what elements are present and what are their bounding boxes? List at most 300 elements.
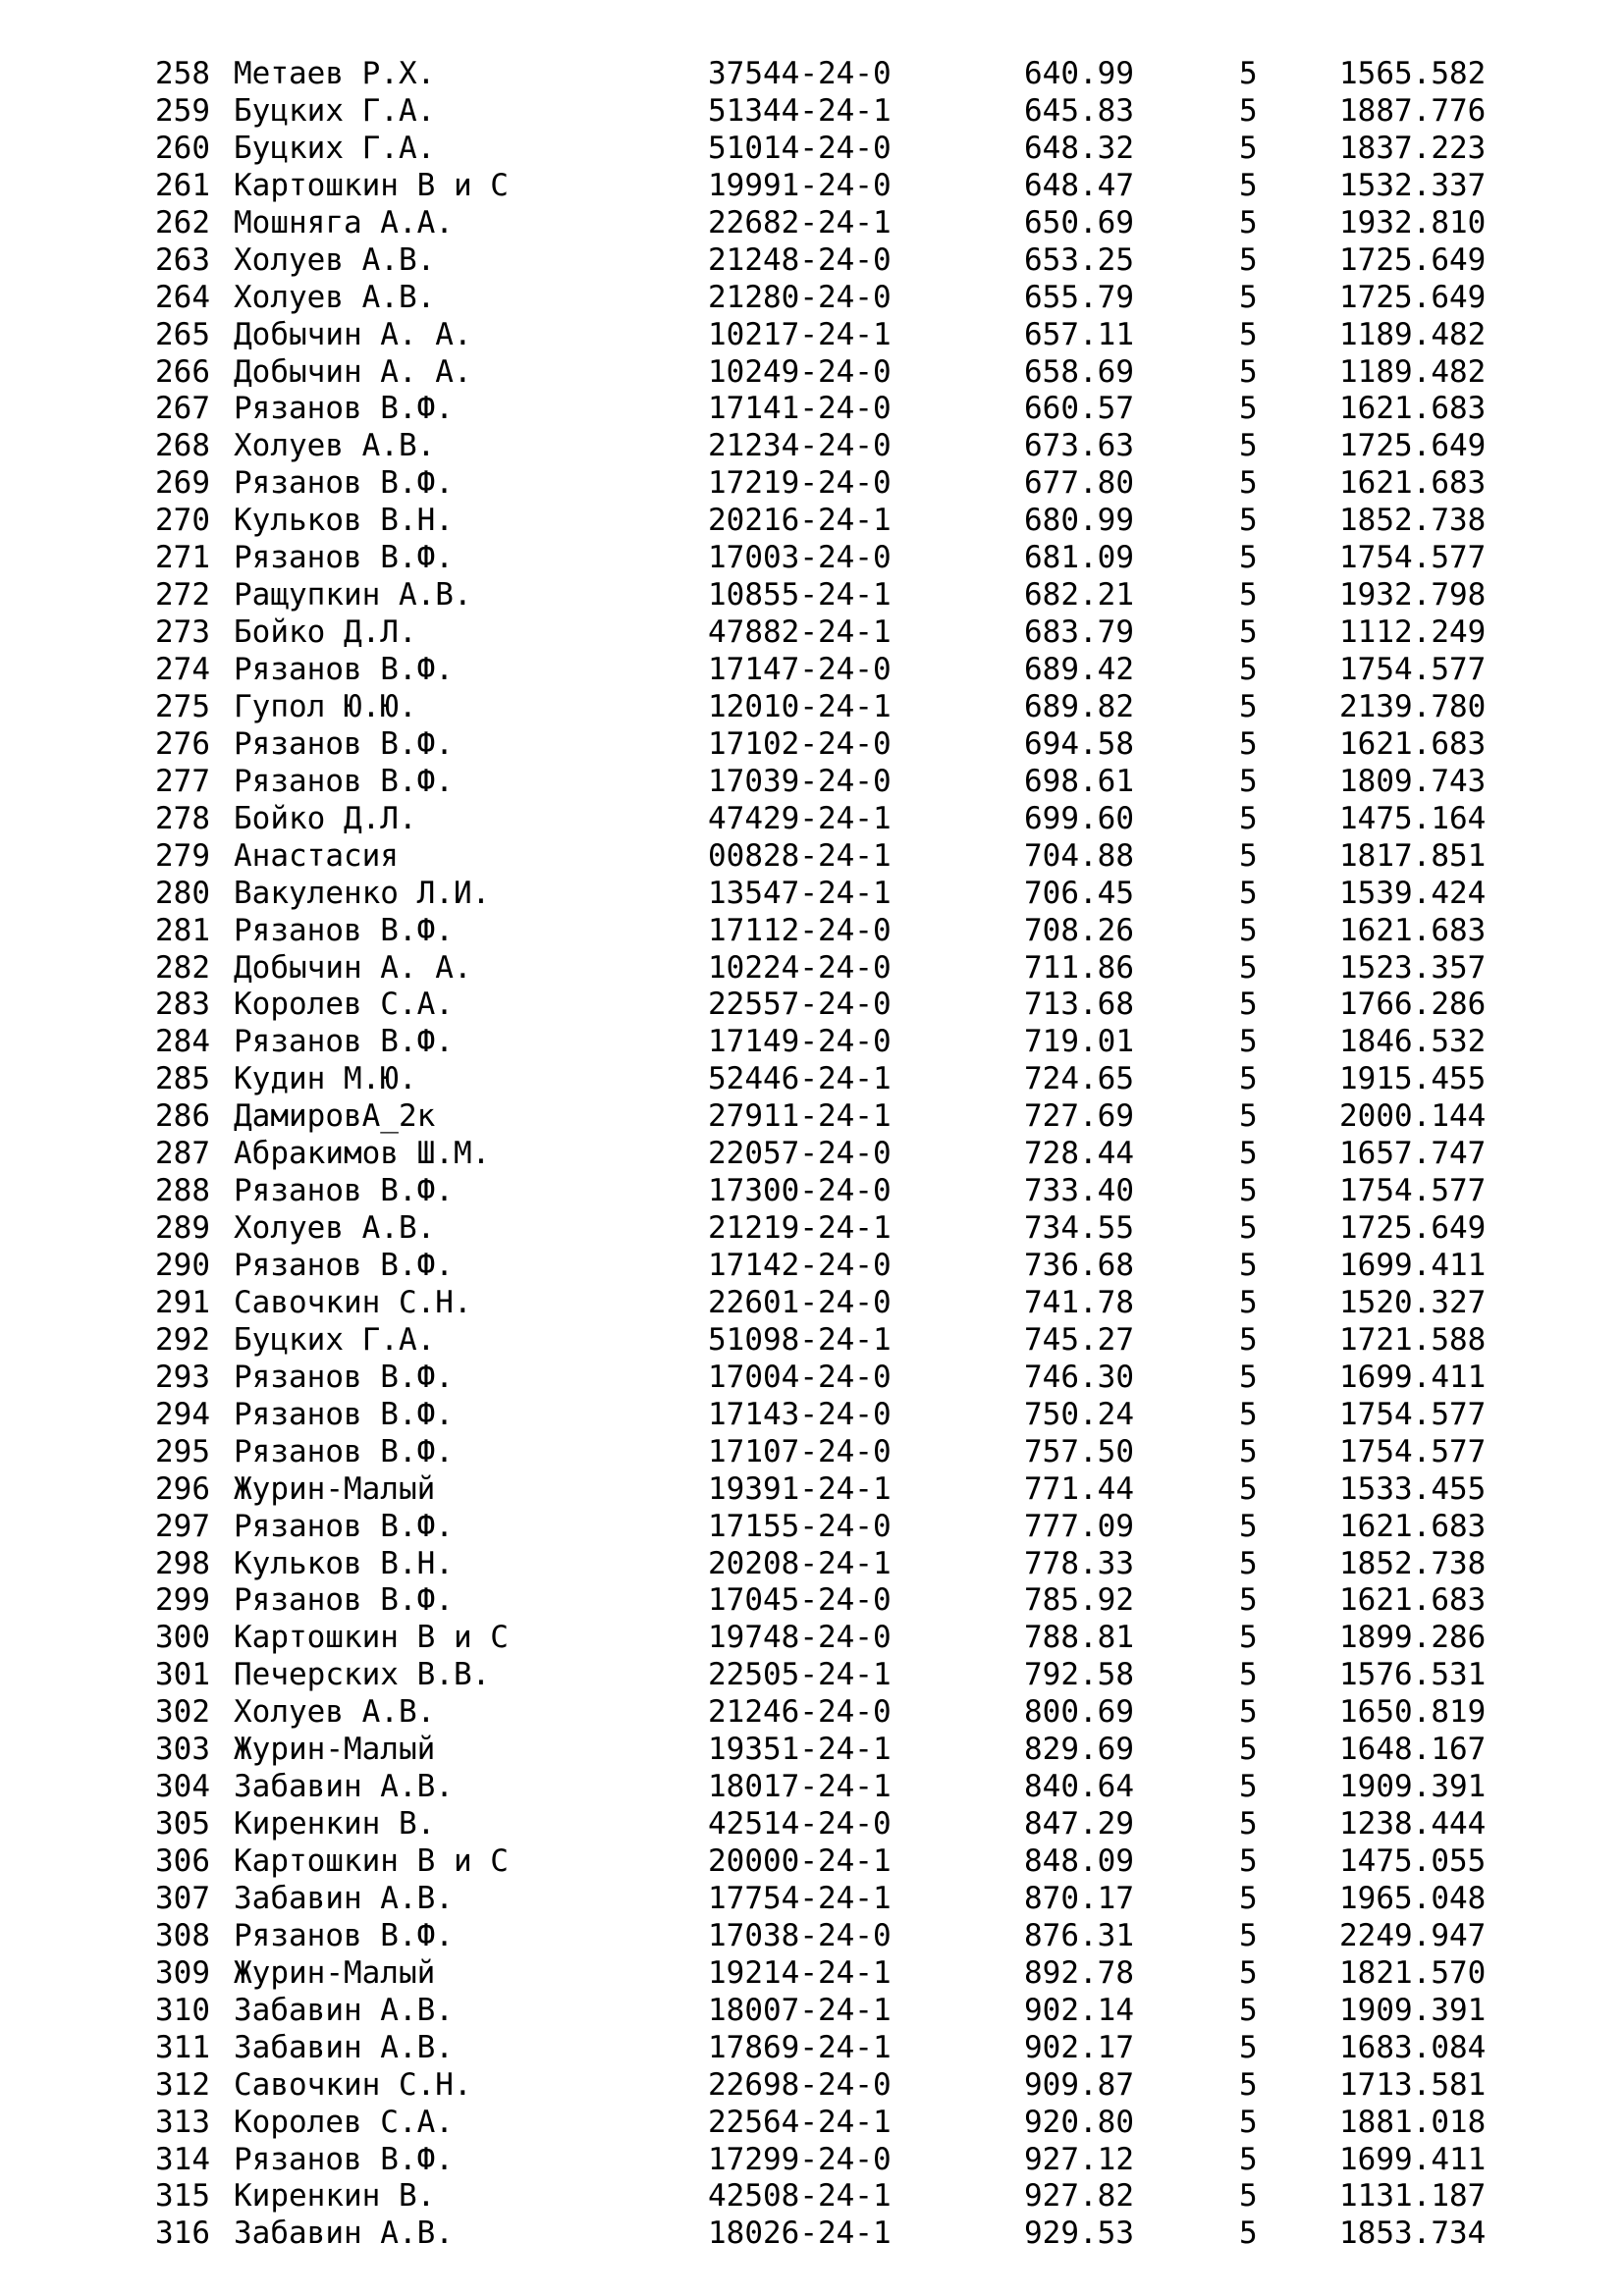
result-value: 650.69 <box>1024 204 1134 240</box>
total-value: 1725.649 <box>1339 279 1487 315</box>
row-number: 310 <box>155 1992 210 2028</box>
record-code: 21280-24-0 <box>708 279 892 315</box>
total-value: 1475.164 <box>1339 800 1487 836</box>
result-value: 640.99 <box>1024 56 1134 91</box>
table-row <box>0 1769 1624 1806</box>
total-value: 1475.055 <box>1339 1843 1487 1879</box>
participant-name: Метаев Р.Х. <box>234 56 436 91</box>
row-number: 273 <box>155 614 210 651</box>
table-row <box>0 1657 1624 1694</box>
participant-name: Рязанов В.Ф. <box>234 912 454 948</box>
row-number: 277 <box>155 763 210 799</box>
table-row <box>0 1434 1624 1471</box>
result-value: 927.12 <box>1024 2141 1134 2177</box>
participant-name: Королев С.А. <box>234 987 454 1023</box>
class-value: 5 <box>1239 1620 1258 1656</box>
result-value: 728.44 <box>1024 1136 1134 1172</box>
class-value: 5 <box>1239 1732 1258 1768</box>
participant-name: Холуев А.В. <box>234 241 436 278</box>
table-row <box>0 2216 1624 2253</box>
row-number: 298 <box>155 1545 210 1581</box>
record-code: 27911-24-1 <box>708 1098 892 1135</box>
record-code: 10224-24-0 <box>708 949 892 986</box>
record-code: 17219-24-0 <box>708 465 892 502</box>
total-value: 1621.683 <box>1339 465 1487 502</box>
participant-name: Рязанов В.Ф. <box>234 540 454 576</box>
result-value: 658.69 <box>1024 353 1134 390</box>
total-value: 1189.482 <box>1339 316 1487 352</box>
result-value: 929.53 <box>1024 2216 1134 2252</box>
total-value: 1754.577 <box>1339 652 1487 687</box>
row-number: 272 <box>155 577 210 614</box>
participant-name: Гупол Ю.Ю. <box>234 688 417 724</box>
record-code: 20216-24-1 <box>708 503 892 539</box>
total-value: 1131.187 <box>1339 2178 1487 2215</box>
total-value: 1621.683 <box>1339 725 1487 762</box>
row-number: 280 <box>155 875 210 911</box>
class-value: 5 <box>1239 428 1258 464</box>
class-value: 5 <box>1239 1806 1258 1842</box>
row-number: 266 <box>155 353 210 390</box>
record-code: 21248-24-0 <box>708 241 892 278</box>
table-row <box>0 801 1624 838</box>
table-row <box>0 1918 1624 1955</box>
total-value: 1852.738 <box>1339 1545 1487 1581</box>
table-row <box>0 876 1624 913</box>
record-code: 19351-24-1 <box>708 1732 892 1768</box>
record-code: 20000-24-1 <box>708 1843 892 1879</box>
participant-name: Рязанов В.Ф. <box>234 1582 454 1619</box>
participant-name: Добычин А. А. <box>234 316 472 352</box>
record-code: 00828-24-1 <box>708 837 892 874</box>
class-value: 5 <box>1239 763 1258 799</box>
result-value: 870.17 <box>1024 1880 1134 1916</box>
result-value: 741.78 <box>1024 1284 1134 1320</box>
class-value: 5 <box>1239 353 1258 390</box>
class-value: 5 <box>1239 1359 1258 1395</box>
record-code: 19991-24-0 <box>708 167 892 203</box>
record-code: 42508-24-1 <box>708 2178 892 2215</box>
participant-name: Бойко Д.Л. <box>234 614 417 651</box>
class-value: 5 <box>1239 1173 1258 1209</box>
result-value: 681.09 <box>1024 540 1134 576</box>
row-number: 293 <box>155 1359 210 1395</box>
participant-name: Киренкин В. <box>234 2178 436 2215</box>
class-value: 5 <box>1239 875 1258 911</box>
row-number: 283 <box>155 987 210 1023</box>
total-value: 1532.337 <box>1339 167 1487 203</box>
results-table <box>0 56 1624 2253</box>
class-value: 5 <box>1239 1210 1258 1247</box>
class-value: 5 <box>1239 1136 1258 1172</box>
table-row <box>0 1210 1624 1248</box>
total-value: 1699.411 <box>1339 2141 1487 2177</box>
class-value: 5 <box>1239 540 1258 576</box>
total-value: 1725.649 <box>1339 1210 1487 1247</box>
total-value: 2000.144 <box>1339 1098 1487 1135</box>
table-row <box>0 987 1624 1024</box>
total-value: 1915.455 <box>1339 1061 1487 1097</box>
record-code: 17004-24-0 <box>708 1359 892 1395</box>
participant-name: Буцких Г.А. <box>234 92 436 129</box>
class-value: 5 <box>1239 92 1258 129</box>
class-value: 5 <box>1239 1582 1258 1619</box>
total-value: 1238.444 <box>1339 1806 1487 1842</box>
row-number: 269 <box>155 465 210 502</box>
row-number: 258 <box>155 56 210 91</box>
record-code: 21234-24-0 <box>708 428 892 464</box>
result-value: 682.21 <box>1024 577 1134 614</box>
table-row <box>0 93 1624 131</box>
row-number: 288 <box>155 1173 210 1209</box>
table-row <box>0 56 1624 93</box>
participant-name: Мошняга А.А. <box>234 204 454 240</box>
class-value: 5 <box>1239 204 1258 240</box>
record-code: 17299-24-0 <box>708 2141 892 2177</box>
table-row <box>0 242 1624 280</box>
participant-name: Печерских В.В. <box>234 1657 491 1693</box>
table-row <box>0 1136 1624 1173</box>
class-value: 5 <box>1239 837 1258 874</box>
total-value: 1699.411 <box>1339 1359 1487 1395</box>
result-value: 724.65 <box>1024 1061 1134 1097</box>
result-value: 771.44 <box>1024 1470 1134 1507</box>
total-value: 1621.683 <box>1339 1508 1487 1544</box>
total-value: 1648.167 <box>1339 1732 1487 1768</box>
participant-name: Журин-Малый <box>234 1954 436 1991</box>
table-row <box>0 503 1624 540</box>
row-number: 294 <box>155 1396 210 1432</box>
table-row <box>0 2067 1624 2105</box>
class-value: 5 <box>1239 316 1258 352</box>
table-row <box>0 726 1624 764</box>
table-row <box>0 1881 1624 1918</box>
total-value: 1754.577 <box>1339 1433 1487 1469</box>
class-value: 5 <box>1239 241 1258 278</box>
class-value: 5 <box>1239 725 1258 762</box>
participant-name: Анастасия <box>234 837 399 874</box>
class-value: 5 <box>1239 1769 1258 1805</box>
table-row <box>0 577 1624 614</box>
table-row <box>0 1360 1624 1397</box>
participant-name: Журин-Малый <box>234 1732 436 1768</box>
row-number: 297 <box>155 1508 210 1544</box>
class-value: 5 <box>1239 2029 1258 2065</box>
result-value: 848.09 <box>1024 1843 1134 1879</box>
row-number: 276 <box>155 725 210 762</box>
record-code: 17754-24-1 <box>708 1880 892 1916</box>
record-code: 22505-24-1 <box>708 1657 892 1693</box>
row-number: 303 <box>155 1732 210 1768</box>
table-row <box>0 540 1624 577</box>
participant-name: Рязанов В.Ф. <box>234 1917 454 1953</box>
total-value: 1713.581 <box>1339 2066 1487 2103</box>
result-value: 800.69 <box>1024 1694 1134 1731</box>
participant-name: Забавин А.В. <box>234 1880 454 1916</box>
record-code: 19748-24-0 <box>708 1620 892 1656</box>
table-row <box>0 317 1624 354</box>
row-number: 282 <box>155 949 210 986</box>
row-number: 274 <box>155 652 210 687</box>
class-value: 5 <box>1239 167 1258 203</box>
participant-name: Добычин А. А. <box>234 949 472 986</box>
row-number: 291 <box>155 1284 210 1320</box>
record-code: 17107-24-0 <box>708 1433 892 1469</box>
total-value: 1520.327 <box>1339 1284 1487 1320</box>
result-value: 677.80 <box>1024 465 1134 502</box>
result-value: 927.82 <box>1024 2178 1134 2215</box>
table-row <box>0 689 1624 726</box>
result-value: 645.83 <box>1024 92 1134 129</box>
row-number: 259 <box>155 92 210 129</box>
participant-name: Савочкин С.Н. <box>234 1284 472 1320</box>
record-code: 18007-24-1 <box>708 1992 892 2028</box>
result-value: 788.81 <box>1024 1620 1134 1656</box>
table-row <box>0 1471 1624 1509</box>
row-number: 289 <box>155 1210 210 1247</box>
record-code: 51014-24-0 <box>708 130 892 166</box>
record-code: 13547-24-1 <box>708 875 892 911</box>
table-row <box>0 465 1624 503</box>
total-value: 1621.683 <box>1339 912 1487 948</box>
table-row <box>0 1843 1624 1881</box>
participant-name: Бойко Д.Л. <box>234 800 417 836</box>
total-value: 1932.798 <box>1339 577 1487 614</box>
record-code: 52446-24-1 <box>708 1061 892 1097</box>
participant-name: Журин-Малый <box>234 1470 436 1507</box>
total-value: 1683.084 <box>1339 2029 1487 2065</box>
record-code: 22564-24-1 <box>708 2104 892 2140</box>
class-value: 5 <box>1239 1992 1258 2028</box>
table-row <box>0 950 1624 988</box>
result-value: 785.92 <box>1024 1582 1134 1619</box>
row-number: 306 <box>155 1843 210 1879</box>
row-number: 263 <box>155 241 210 278</box>
result-value: 704.88 <box>1024 837 1134 874</box>
row-number: 287 <box>155 1136 210 1172</box>
class-value: 5 <box>1239 949 1258 986</box>
total-value: 1821.570 <box>1339 1954 1487 1991</box>
row-number: 281 <box>155 912 210 948</box>
total-value: 1852.738 <box>1339 503 1487 539</box>
record-code: 17003-24-0 <box>708 540 892 576</box>
table-row <box>0 1993 1624 2030</box>
participant-name: Рязанов В.Ф. <box>234 763 454 799</box>
record-code: 22601-24-0 <box>708 1284 892 1320</box>
class-value: 5 <box>1239 1024 1258 1060</box>
result-value: 892.78 <box>1024 1954 1134 1991</box>
participant-name: Забавин А.В. <box>234 1769 454 1805</box>
class-value: 5 <box>1239 912 1258 948</box>
table-row <box>0 131 1624 168</box>
table-row <box>0 1098 1624 1136</box>
participant-name: Рязанов В.Ф. <box>234 1359 454 1395</box>
table-row <box>0 168 1624 205</box>
record-code: 42514-24-0 <box>708 1806 892 1842</box>
record-code: 17102-24-0 <box>708 725 892 762</box>
total-value: 1112.249 <box>1339 614 1487 651</box>
row-number: 275 <box>155 688 210 724</box>
row-number: 286 <box>155 1098 210 1135</box>
record-code: 17141-24-0 <box>708 391 892 427</box>
table-row <box>0 1248 1624 1285</box>
participant-name: Холуев А.В. <box>234 1694 436 1731</box>
record-code: 51344-24-1 <box>708 92 892 129</box>
record-code: 17300-24-0 <box>708 1173 892 1209</box>
participant-name: Забавин А.В. <box>234 2029 454 2065</box>
participant-name: Забавин А.В. <box>234 2216 454 2252</box>
class-value: 5 <box>1239 56 1258 91</box>
table-row <box>0 354 1624 392</box>
class-value: 5 <box>1239 1470 1258 1507</box>
participant-name: Рязанов В.Ф. <box>234 465 454 502</box>
table-row <box>0 913 1624 950</box>
class-value: 5 <box>1239 1694 1258 1731</box>
row-number: 264 <box>155 279 210 315</box>
participant-name: Рязанов В.Ф. <box>234 1248 454 1283</box>
result-value: 746.30 <box>1024 1359 1134 1395</box>
result-value: 719.01 <box>1024 1024 1134 1060</box>
table-row <box>0 1024 1624 1061</box>
participant-name: Кульков В.Н. <box>234 1545 454 1581</box>
table-row <box>0 1694 1624 1732</box>
row-number: 260 <box>155 130 210 166</box>
total-value: 1725.649 <box>1339 241 1487 278</box>
participant-name: Ращупкин А.В. <box>234 577 472 614</box>
total-value: 1576.531 <box>1339 1657 1487 1693</box>
record-code: 17147-24-0 <box>708 652 892 687</box>
record-code: 22698-24-0 <box>708 2066 892 2103</box>
record-code: 18026-24-1 <box>708 2216 892 2252</box>
row-number: 270 <box>155 503 210 539</box>
record-code: 17038-24-0 <box>708 1917 892 1953</box>
participant-name: Рязанов В.Ф. <box>234 725 454 762</box>
result-value: 733.40 <box>1024 1173 1134 1209</box>
class-value: 5 <box>1239 652 1258 687</box>
total-value: 1699.411 <box>1339 1248 1487 1283</box>
row-number: 301 <box>155 1657 210 1693</box>
participant-name: Картошкин В и С <box>234 1843 509 1879</box>
record-code: 18017-24-1 <box>708 1769 892 1805</box>
total-value: 1932.810 <box>1339 204 1487 240</box>
participant-name: Забавин А.В. <box>234 1992 454 2028</box>
participant-name: Рязанов В.Ф. <box>234 1173 454 1209</box>
total-value: 2249.947 <box>1339 1917 1487 1953</box>
total-value: 1754.577 <box>1339 540 1487 576</box>
table-row <box>0 1620 1624 1657</box>
result-value: 689.42 <box>1024 652 1134 687</box>
total-value: 1837.223 <box>1339 130 1487 166</box>
table-row <box>0 280 1624 317</box>
table-row <box>0 2142 1624 2179</box>
total-value: 1754.577 <box>1339 1396 1487 1432</box>
result-value: 648.32 <box>1024 130 1134 166</box>
table-row <box>0 764 1624 801</box>
table-row <box>0 205 1624 242</box>
record-code: 21246-24-0 <box>708 1694 892 1731</box>
class-value: 5 <box>1239 1880 1258 1916</box>
table-row <box>0 391 1624 428</box>
participant-name: Холуев А.В. <box>234 279 436 315</box>
participant-name: Рязанов В.Ф. <box>234 391 454 427</box>
class-value: 5 <box>1239 614 1258 651</box>
table-row <box>0 1285 1624 1322</box>
participant-name: Киренкин В. <box>234 1806 436 1842</box>
class-value: 5 <box>1239 987 1258 1023</box>
result-value: 699.60 <box>1024 800 1134 836</box>
participant-name: Кульков В.Н. <box>234 503 454 539</box>
total-value: 2139.780 <box>1339 688 1487 724</box>
row-number: 265 <box>155 316 210 352</box>
result-value: 734.55 <box>1024 1210 1134 1247</box>
class-value: 5 <box>1239 1917 1258 1953</box>
total-value: 1650.819 <box>1339 1694 1487 1731</box>
record-code: 22557-24-0 <box>708 987 892 1023</box>
record-code: 19391-24-1 <box>708 1470 892 1507</box>
total-value: 1899.286 <box>1339 1620 1487 1656</box>
result-value: 680.99 <box>1024 503 1134 539</box>
class-value: 5 <box>1239 1508 1258 1544</box>
row-number: 316 <box>155 2216 210 2252</box>
total-value: 1766.286 <box>1339 987 1487 1023</box>
result-value: 698.61 <box>1024 763 1134 799</box>
total-value: 1721.588 <box>1339 1321 1487 1358</box>
record-code: 17045-24-0 <box>708 1582 892 1619</box>
row-number: 308 <box>155 1917 210 1953</box>
table-row <box>0 652 1624 689</box>
row-number: 284 <box>155 1024 210 1060</box>
class-value: 5 <box>1239 2216 1258 2252</box>
total-value: 1853.734 <box>1339 2216 1487 2252</box>
participant-name: Рязанов В.Ф. <box>234 1433 454 1469</box>
result-value: 778.33 <box>1024 1545 1134 1581</box>
result-value: 657.11 <box>1024 316 1134 352</box>
class-value: 5 <box>1239 465 1258 502</box>
table-row <box>0 614 1624 652</box>
total-value: 1621.683 <box>1339 391 1487 427</box>
result-value: 648.47 <box>1024 167 1134 203</box>
record-code: 17869-24-1 <box>708 2029 892 2065</box>
result-value: 736.68 <box>1024 1248 1134 1283</box>
table-row <box>0 838 1624 876</box>
record-code: 17112-24-0 <box>708 912 892 948</box>
table-row <box>0 1061 1624 1098</box>
record-code: 21219-24-1 <box>708 1210 892 1247</box>
participant-name: Рязанов В.Ф. <box>234 1024 454 1060</box>
record-code: 10855-24-1 <box>708 577 892 614</box>
class-value: 5 <box>1239 1396 1258 1432</box>
participant-name: Рязанов В.Ф. <box>234 652 454 687</box>
participant-name: ДамировА_2к <box>234 1098 436 1135</box>
row-number: 314 <box>155 2141 210 2177</box>
participant-name: Холуев А.В. <box>234 1210 436 1247</box>
total-value: 1189.482 <box>1339 353 1487 390</box>
participant-name: Картошкин В и С <box>234 167 509 203</box>
class-value: 5 <box>1239 577 1258 614</box>
total-value: 1909.391 <box>1339 1769 1487 1805</box>
participant-name: Рязанов В.Ф. <box>234 1508 454 1544</box>
class-value: 5 <box>1239 1061 1258 1097</box>
result-value: 876.31 <box>1024 1917 1134 1953</box>
class-value: 5 <box>1239 1954 1258 1991</box>
row-number: 285 <box>155 1061 210 1097</box>
row-number: 295 <box>155 1433 210 1469</box>
total-value: 1523.357 <box>1339 949 1487 986</box>
class-value: 5 <box>1239 800 1258 836</box>
participant-name: Картошкин В и С <box>234 1620 509 1656</box>
participant-name: Рязанов В.Ф. <box>234 2141 454 2177</box>
row-number: 307 <box>155 1880 210 1916</box>
